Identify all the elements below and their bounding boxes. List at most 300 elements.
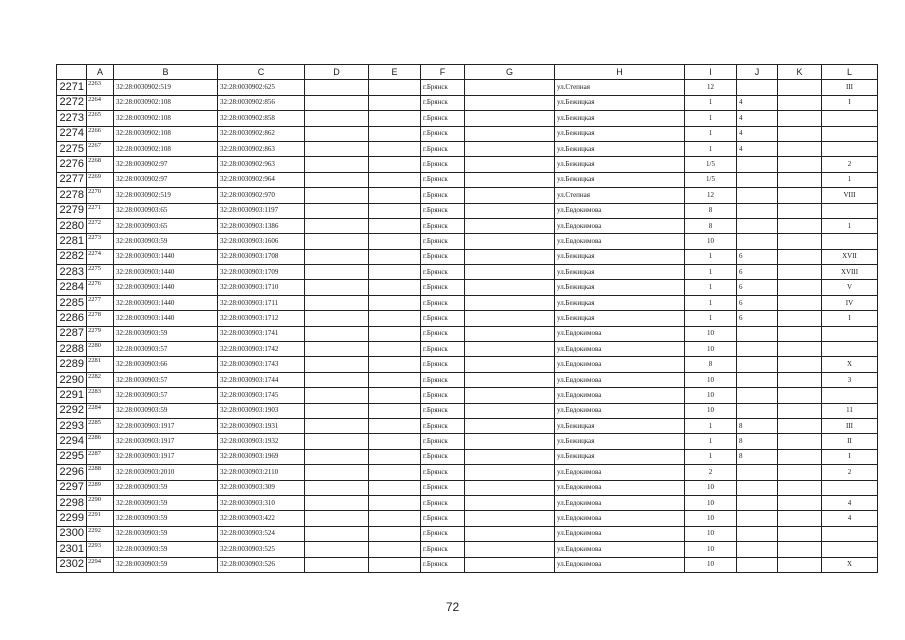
cell-a[interactable]: 2292 (87, 526, 114, 541)
cell-a[interactable]: 2263 (87, 80, 114, 95)
cell-h[interactable]: ул.Бежицкая (555, 249, 685, 264)
cell-i[interactable]: 1 (685, 418, 737, 433)
cell-c[interactable]: 32:28:0030902:863 (218, 141, 305, 156)
cell-c[interactable]: 32:28:0030902:856 (218, 95, 305, 110)
cell-l[interactable]: 1 (822, 218, 878, 233)
cell-a[interactable]: 2288 (87, 465, 114, 480)
cell-h[interactable]: ул.Бежицкая (555, 141, 685, 156)
cell-a[interactable]: 2273 (87, 234, 114, 249)
cell-d[interactable] (305, 434, 369, 449)
row-number[interactable]: 2297 (57, 480, 87, 495)
row-number[interactable]: 2296 (57, 465, 87, 480)
cell-k[interactable] (778, 188, 822, 203)
cell-k[interactable] (778, 326, 822, 341)
row-number[interactable]: 2301 (57, 542, 87, 557)
cell-l[interactable]: X (822, 557, 878, 572)
cell-g[interactable] (465, 557, 555, 572)
cell-a[interactable]: 2272 (87, 218, 114, 233)
cell-g[interactable] (465, 326, 555, 341)
cell-k[interactable] (778, 265, 822, 280)
cell-e[interactable] (369, 372, 421, 387)
cell-e[interactable] (369, 188, 421, 203)
cell-j[interactable]: 4 (737, 141, 778, 156)
row-number[interactable]: 2292 (57, 403, 87, 418)
cell-d[interactable] (305, 249, 369, 264)
row-number[interactable]: 2275 (57, 141, 87, 156)
cell-a[interactable]: 2266 (87, 126, 114, 141)
cell-j[interactable] (737, 188, 778, 203)
cell-c[interactable]: 32:28:0030903:310 (218, 495, 305, 510)
cell-d[interactable] (305, 403, 369, 418)
cell-j[interactable] (737, 511, 778, 526)
cell-l[interactable] (822, 141, 878, 156)
cell-l[interactable] (822, 203, 878, 218)
cell-d[interactable] (305, 418, 369, 433)
cell-j[interactable]: 6 (737, 265, 778, 280)
row-number[interactable]: 2289 (57, 357, 87, 372)
cell-b[interactable]: 32:28:0030903:59 (114, 557, 218, 572)
cell-f[interactable]: г.Брянск (421, 326, 465, 341)
cell-h[interactable]: ул.Степная (555, 80, 685, 95)
cell-a[interactable]: 2276 (87, 280, 114, 295)
cell-l[interactable]: XVIII (822, 265, 878, 280)
cell-c[interactable]: 32:28:0030903:1709 (218, 265, 305, 280)
cell-d[interactable] (305, 542, 369, 557)
cell-a[interactable]: 2293 (87, 542, 114, 557)
cell-j[interactable] (737, 203, 778, 218)
cell-i[interactable]: 10 (685, 542, 737, 557)
cell-h[interactable]: ул.Евдокимова (555, 557, 685, 572)
cell-f[interactable]: г.Брянск (421, 157, 465, 172)
cell-c[interactable]: 32:28:0030903:526 (218, 557, 305, 572)
row-number[interactable]: 2299 (57, 511, 87, 526)
cell-l[interactable] (822, 526, 878, 541)
cell-l[interactable]: I (822, 311, 878, 326)
cell-l[interactable] (822, 234, 878, 249)
cell-f[interactable]: г.Брянск (421, 172, 465, 187)
cell-g[interactable] (465, 511, 555, 526)
row-number[interactable]: 2286 (57, 311, 87, 326)
cell-g[interactable] (465, 265, 555, 280)
cell-d[interactable] (305, 265, 369, 280)
cell-l[interactable]: 2 (822, 465, 878, 480)
cell-i[interactable]: 8 (685, 357, 737, 372)
cell-c[interactable]: 32:28:0030903:1712 (218, 311, 305, 326)
cell-k[interactable] (778, 280, 822, 295)
cell-e[interactable] (369, 480, 421, 495)
cell-e[interactable] (369, 203, 421, 218)
cell-d[interactable] (305, 126, 369, 141)
cell-b[interactable]: 32:28:0030902:97 (114, 157, 218, 172)
cell-a[interactable]: 2269 (87, 172, 114, 187)
cell-f[interactable]: г.Брянск (421, 203, 465, 218)
cell-k[interactable] (778, 526, 822, 541)
cell-l[interactable] (822, 326, 878, 341)
cell-f[interactable]: г.Брянск (421, 465, 465, 480)
cell-l[interactable]: III (822, 418, 878, 433)
cell-h[interactable]: ул.Евдокимова (555, 388, 685, 403)
cell-l[interactable] (822, 342, 878, 357)
cell-f[interactable]: г.Брянск (421, 311, 465, 326)
row-number[interactable]: 2284 (57, 280, 87, 295)
cell-k[interactable] (778, 249, 822, 264)
cell-g[interactable] (465, 280, 555, 295)
cell-b[interactable]: 32:28:0030902:108 (114, 126, 218, 141)
cell-c[interactable]: 32:28:0030903:1197 (218, 203, 305, 218)
cell-k[interactable] (778, 95, 822, 110)
cell-c[interactable]: 32:28:0030903:422 (218, 511, 305, 526)
cell-a[interactable]: 2287 (87, 449, 114, 464)
cell-d[interactable] (305, 295, 369, 310)
cell-h[interactable]: ул.Евдокимова (555, 342, 685, 357)
cell-k[interactable] (778, 542, 822, 557)
cell-a[interactable]: 2285 (87, 418, 114, 433)
cell-d[interactable] (305, 234, 369, 249)
cell-f[interactable]: г.Брянск (421, 218, 465, 233)
cell-d[interactable] (305, 495, 369, 510)
cell-i[interactable]: 1 (685, 280, 737, 295)
cell-f[interactable]: г.Брянск (421, 280, 465, 295)
cell-a[interactable]: 2267 (87, 141, 114, 156)
cell-j[interactable] (737, 403, 778, 418)
cell-k[interactable] (778, 311, 822, 326)
cell-f[interactable]: г.Брянск (421, 95, 465, 110)
row-number[interactable]: 2294 (57, 434, 87, 449)
cell-j[interactable]: 4 (737, 111, 778, 126)
cell-k[interactable] (778, 111, 822, 126)
cell-h[interactable]: ул.Бежицкая (555, 418, 685, 433)
cell-j[interactable] (737, 357, 778, 372)
cell-l[interactable]: III (822, 80, 878, 95)
cell-b[interactable]: 32:28:0030903:1440 (114, 249, 218, 264)
cell-j[interactable] (737, 342, 778, 357)
cell-d[interactable] (305, 111, 369, 126)
cell-h[interactable]: ул.Евдокимова (555, 511, 685, 526)
cell-f[interactable]: г.Брянск (421, 542, 465, 557)
cell-i[interactable]: 1/5 (685, 157, 737, 172)
cell-e[interactable] (369, 80, 421, 95)
cell-j[interactable] (737, 172, 778, 187)
column-header-d[interactable]: D (305, 65, 369, 80)
cell-i[interactable]: 12 (685, 188, 737, 203)
cell-l[interactable]: 3 (822, 372, 878, 387)
cell-j[interactable] (737, 218, 778, 233)
cell-b[interactable]: 32:28:0030902:108 (114, 95, 218, 110)
cell-f[interactable]: г.Брянск (421, 526, 465, 541)
cell-a[interactable]: 2264 (87, 95, 114, 110)
cell-k[interactable] (778, 342, 822, 357)
cell-h[interactable]: ул.Евдокимова (555, 203, 685, 218)
cell-e[interactable] (369, 418, 421, 433)
cell-j[interactable] (737, 557, 778, 572)
cell-k[interactable] (778, 465, 822, 480)
cell-f[interactable]: г.Брянск (421, 357, 465, 372)
cell-a[interactable]: 2283 (87, 388, 114, 403)
cell-f[interactable]: г.Брянск (421, 295, 465, 310)
cell-c[interactable]: 32:28:0030903:524 (218, 526, 305, 541)
cell-g[interactable] (465, 526, 555, 541)
cell-f[interactable]: г.Брянск (421, 418, 465, 433)
cell-f[interactable]: г.Брянск (421, 511, 465, 526)
row-number[interactable]: 2291 (57, 388, 87, 403)
cell-k[interactable] (778, 372, 822, 387)
cell-f[interactable]: г.Брянск (421, 342, 465, 357)
cell-e[interactable] (369, 111, 421, 126)
cell-f[interactable]: г.Брянск (421, 249, 465, 264)
cell-h[interactable]: ул.Евдокимова (555, 357, 685, 372)
cell-h[interactable]: ул.Евдокимова (555, 542, 685, 557)
cell-a[interactable]: 2291 (87, 511, 114, 526)
cell-k[interactable] (778, 126, 822, 141)
cell-j[interactable]: 8 (737, 418, 778, 433)
cell-k[interactable] (778, 141, 822, 156)
cell-e[interactable] (369, 403, 421, 418)
column-header-f[interactable]: F (421, 65, 465, 80)
cell-d[interactable] (305, 157, 369, 172)
cell-j[interactable] (737, 80, 778, 95)
cell-c[interactable]: 32:28:0030903:1606 (218, 234, 305, 249)
row-number[interactable]: 2302 (57, 557, 87, 572)
cell-h[interactable]: ул.Евдокимова (555, 465, 685, 480)
cell-e[interactable] (369, 126, 421, 141)
cell-c[interactable]: 32:28:0030903:1708 (218, 249, 305, 264)
cell-d[interactable] (305, 218, 369, 233)
cell-a[interactable]: 2277 (87, 295, 114, 310)
cell-b[interactable]: 32:28:0030903:57 (114, 342, 218, 357)
cell-k[interactable] (778, 403, 822, 418)
cell-b[interactable]: 32:28:0030903:1917 (114, 449, 218, 464)
cell-g[interactable] (465, 434, 555, 449)
cell-b[interactable]: 32:28:0030903:59 (114, 511, 218, 526)
cell-a[interactable]: 2270 (87, 188, 114, 203)
cell-d[interactable] (305, 141, 369, 156)
cell-f[interactable]: г.Брянск (421, 434, 465, 449)
cell-b[interactable]: 32:28:0030903:1440 (114, 265, 218, 280)
cell-d[interactable] (305, 372, 369, 387)
cell-c[interactable]: 32:28:0030902:963 (218, 157, 305, 172)
cell-c[interactable]: 32:28:0030902:964 (218, 172, 305, 187)
cell-d[interactable] (305, 480, 369, 495)
cell-g[interactable] (465, 172, 555, 187)
row-number[interactable]: 2285 (57, 295, 87, 310)
cell-d[interactable] (305, 357, 369, 372)
cell-a[interactable]: 2274 (87, 249, 114, 264)
cell-f[interactable]: г.Брянск (421, 480, 465, 495)
cell-k[interactable] (778, 234, 822, 249)
cell-h[interactable]: ул.Евдокимова (555, 234, 685, 249)
cell-i[interactable]: 10 (685, 511, 737, 526)
cell-i[interactable]: 10 (685, 403, 737, 418)
cell-h[interactable]: ул.Бежицкая (555, 95, 685, 110)
cell-j[interactable] (737, 326, 778, 341)
cell-a[interactable]: 2284 (87, 403, 114, 418)
cell-j[interactable] (737, 526, 778, 541)
cell-g[interactable] (465, 311, 555, 326)
cell-d[interactable] (305, 326, 369, 341)
cell-i[interactable]: 1 (685, 295, 737, 310)
cell-b[interactable]: 32:28:0030903:1440 (114, 280, 218, 295)
cell-k[interactable] (778, 434, 822, 449)
cell-h[interactable]: ул.Евдокимова (555, 480, 685, 495)
cell-h[interactable]: ул.Евдокимова (555, 372, 685, 387)
column-header-g[interactable]: G (465, 65, 555, 80)
cell-b[interactable]: 32:28:0030903:59 (114, 542, 218, 557)
cell-i[interactable]: 1 (685, 449, 737, 464)
cell-h[interactable]: ул.Евдокимова (555, 403, 685, 418)
cell-e[interactable] (369, 218, 421, 233)
cell-l[interactable]: 2 (822, 157, 878, 172)
cell-h[interactable]: ул.Степная (555, 188, 685, 203)
cell-b[interactable]: 32:28:0030903:2010 (114, 465, 218, 480)
cell-a[interactable]: 2290 (87, 495, 114, 510)
cell-g[interactable] (465, 403, 555, 418)
cell-j[interactable] (737, 480, 778, 495)
cell-g[interactable] (465, 449, 555, 464)
cell-b[interactable]: 32:28:0030903:1917 (114, 434, 218, 449)
cell-e[interactable] (369, 157, 421, 172)
cell-k[interactable] (778, 80, 822, 95)
cell-e[interactable] (369, 342, 421, 357)
cell-e[interactable] (369, 280, 421, 295)
cell-h[interactable]: ул.Евдокимова (555, 218, 685, 233)
cell-c[interactable]: 32:28:0030903:1742 (218, 342, 305, 357)
cell-j[interactable]: 8 (737, 434, 778, 449)
cell-h[interactable]: ул.Бежицкая (555, 111, 685, 126)
cell-c[interactable]: 32:28:0030902:858 (218, 111, 305, 126)
cell-c[interactable]: 32:28:0030903:525 (218, 542, 305, 557)
row-number[interactable]: 2298 (57, 495, 87, 510)
cell-e[interactable] (369, 557, 421, 572)
cell-e[interactable] (369, 326, 421, 341)
cell-c[interactable]: 32:28:0030903:1932 (218, 434, 305, 449)
cell-g[interactable] (465, 234, 555, 249)
cell-k[interactable] (778, 418, 822, 433)
cell-g[interactable] (465, 218, 555, 233)
cell-k[interactable] (778, 157, 822, 172)
cell-a[interactable]: 2289 (87, 480, 114, 495)
row-number[interactable]: 2282 (57, 249, 87, 264)
cell-c[interactable]: 32:28:0030903:2110 (218, 465, 305, 480)
cell-g[interactable] (465, 418, 555, 433)
cell-l[interactable]: I (822, 449, 878, 464)
cell-i[interactable]: 8 (685, 203, 737, 218)
cell-b[interactable]: 32:28:0030903:57 (114, 372, 218, 387)
cell-i[interactable]: 1 (685, 141, 737, 156)
cell-i[interactable]: 1 (685, 249, 737, 264)
cell-j[interactable] (737, 542, 778, 557)
cell-c[interactable]: 32:28:0030903:1386 (218, 218, 305, 233)
cell-h[interactable]: ул.Евдокимова (555, 495, 685, 510)
cell-h[interactable]: ул.Бежицкая (555, 295, 685, 310)
row-number[interactable]: 2271 (57, 80, 87, 95)
cell-i[interactable]: 1 (685, 434, 737, 449)
cell-j[interactable]: 4 (737, 126, 778, 141)
corner-header[interactable] (57, 65, 87, 80)
cell-h[interactable]: ул.Евдокимова (555, 526, 685, 541)
cell-k[interactable] (778, 203, 822, 218)
cell-f[interactable]: г.Брянск (421, 126, 465, 141)
cell-b[interactable]: 32:28:0030903:65 (114, 203, 218, 218)
cell-j[interactable] (737, 234, 778, 249)
cell-f[interactable]: г.Брянск (421, 449, 465, 464)
cell-k[interactable] (778, 480, 822, 495)
cell-g[interactable] (465, 157, 555, 172)
cell-i[interactable]: 1 (685, 95, 737, 110)
cell-k[interactable] (778, 449, 822, 464)
cell-c[interactable]: 32:28:0030902:970 (218, 188, 305, 203)
row-number[interactable]: 2276 (57, 157, 87, 172)
cell-c[interactable]: 32:28:0030902:862 (218, 126, 305, 141)
cell-e[interactable] (369, 495, 421, 510)
cell-f[interactable]: г.Брянск (421, 234, 465, 249)
cell-k[interactable] (778, 295, 822, 310)
row-number[interactable]: 2278 (57, 188, 87, 203)
cell-k[interactable] (778, 511, 822, 526)
cell-f[interactable]: г.Брянск (421, 372, 465, 387)
cell-e[interactable] (369, 141, 421, 156)
cell-g[interactable] (465, 80, 555, 95)
cell-b[interactable]: 32:28:0030903:66 (114, 357, 218, 372)
cell-e[interactable] (369, 526, 421, 541)
cell-b[interactable]: 32:28:0030903:1440 (114, 311, 218, 326)
column-header-b[interactable]: B (114, 65, 218, 80)
cell-d[interactable] (305, 80, 369, 95)
cell-j[interactable] (737, 372, 778, 387)
cell-i[interactable]: 8 (685, 218, 737, 233)
cell-i[interactable]: 2 (685, 465, 737, 480)
cell-i[interactable]: 10 (685, 342, 737, 357)
cell-c[interactable]: 32:28:0030903:1710 (218, 280, 305, 295)
cell-h[interactable]: ул.Бежицкая (555, 172, 685, 187)
row-number[interactable]: 2277 (57, 172, 87, 187)
cell-a[interactable]: 2275 (87, 265, 114, 280)
cell-g[interactable] (465, 465, 555, 480)
cell-l[interactable]: XVII (822, 249, 878, 264)
cell-a[interactable]: 2268 (87, 157, 114, 172)
cell-i[interactable]: 10 (685, 480, 737, 495)
cell-c[interactable]: 32:28:0030903:1744 (218, 372, 305, 387)
row-number[interactable]: 2300 (57, 526, 87, 541)
cell-d[interactable] (305, 557, 369, 572)
cell-h[interactable]: ул.Бежицкая (555, 280, 685, 295)
cell-g[interactable] (465, 357, 555, 372)
cell-j[interactable]: 8 (737, 449, 778, 464)
cell-h[interactable]: ул.Евдокимова (555, 326, 685, 341)
cell-e[interactable] (369, 434, 421, 449)
cell-c[interactable]: 32:28:0030902:625 (218, 80, 305, 95)
cell-a[interactable]: 2278 (87, 311, 114, 326)
cell-l[interactable] (822, 542, 878, 557)
row-number[interactable]: 2274 (57, 126, 87, 141)
cell-b[interactable]: 32:28:0030903:65 (114, 218, 218, 233)
cell-f[interactable]: г.Брянск (421, 111, 465, 126)
cell-d[interactable] (305, 465, 369, 480)
cell-j[interactable]: 6 (737, 280, 778, 295)
cell-g[interactable] (465, 542, 555, 557)
cell-l[interactable]: 11 (822, 403, 878, 418)
cell-g[interactable] (465, 141, 555, 156)
cell-b[interactable]: 32:28:0030903:59 (114, 326, 218, 341)
cell-i[interactable]: 10 (685, 495, 737, 510)
cell-d[interactable] (305, 172, 369, 187)
column-header-c[interactable]: C (218, 65, 305, 80)
cell-g[interactable] (465, 372, 555, 387)
cell-b[interactable]: 32:28:0030903:1440 (114, 295, 218, 310)
row-number[interactable]: 2293 (57, 418, 87, 433)
cell-l[interactable]: IV (822, 295, 878, 310)
cell-e[interactable] (369, 265, 421, 280)
row-number[interactable]: 2273 (57, 111, 87, 126)
